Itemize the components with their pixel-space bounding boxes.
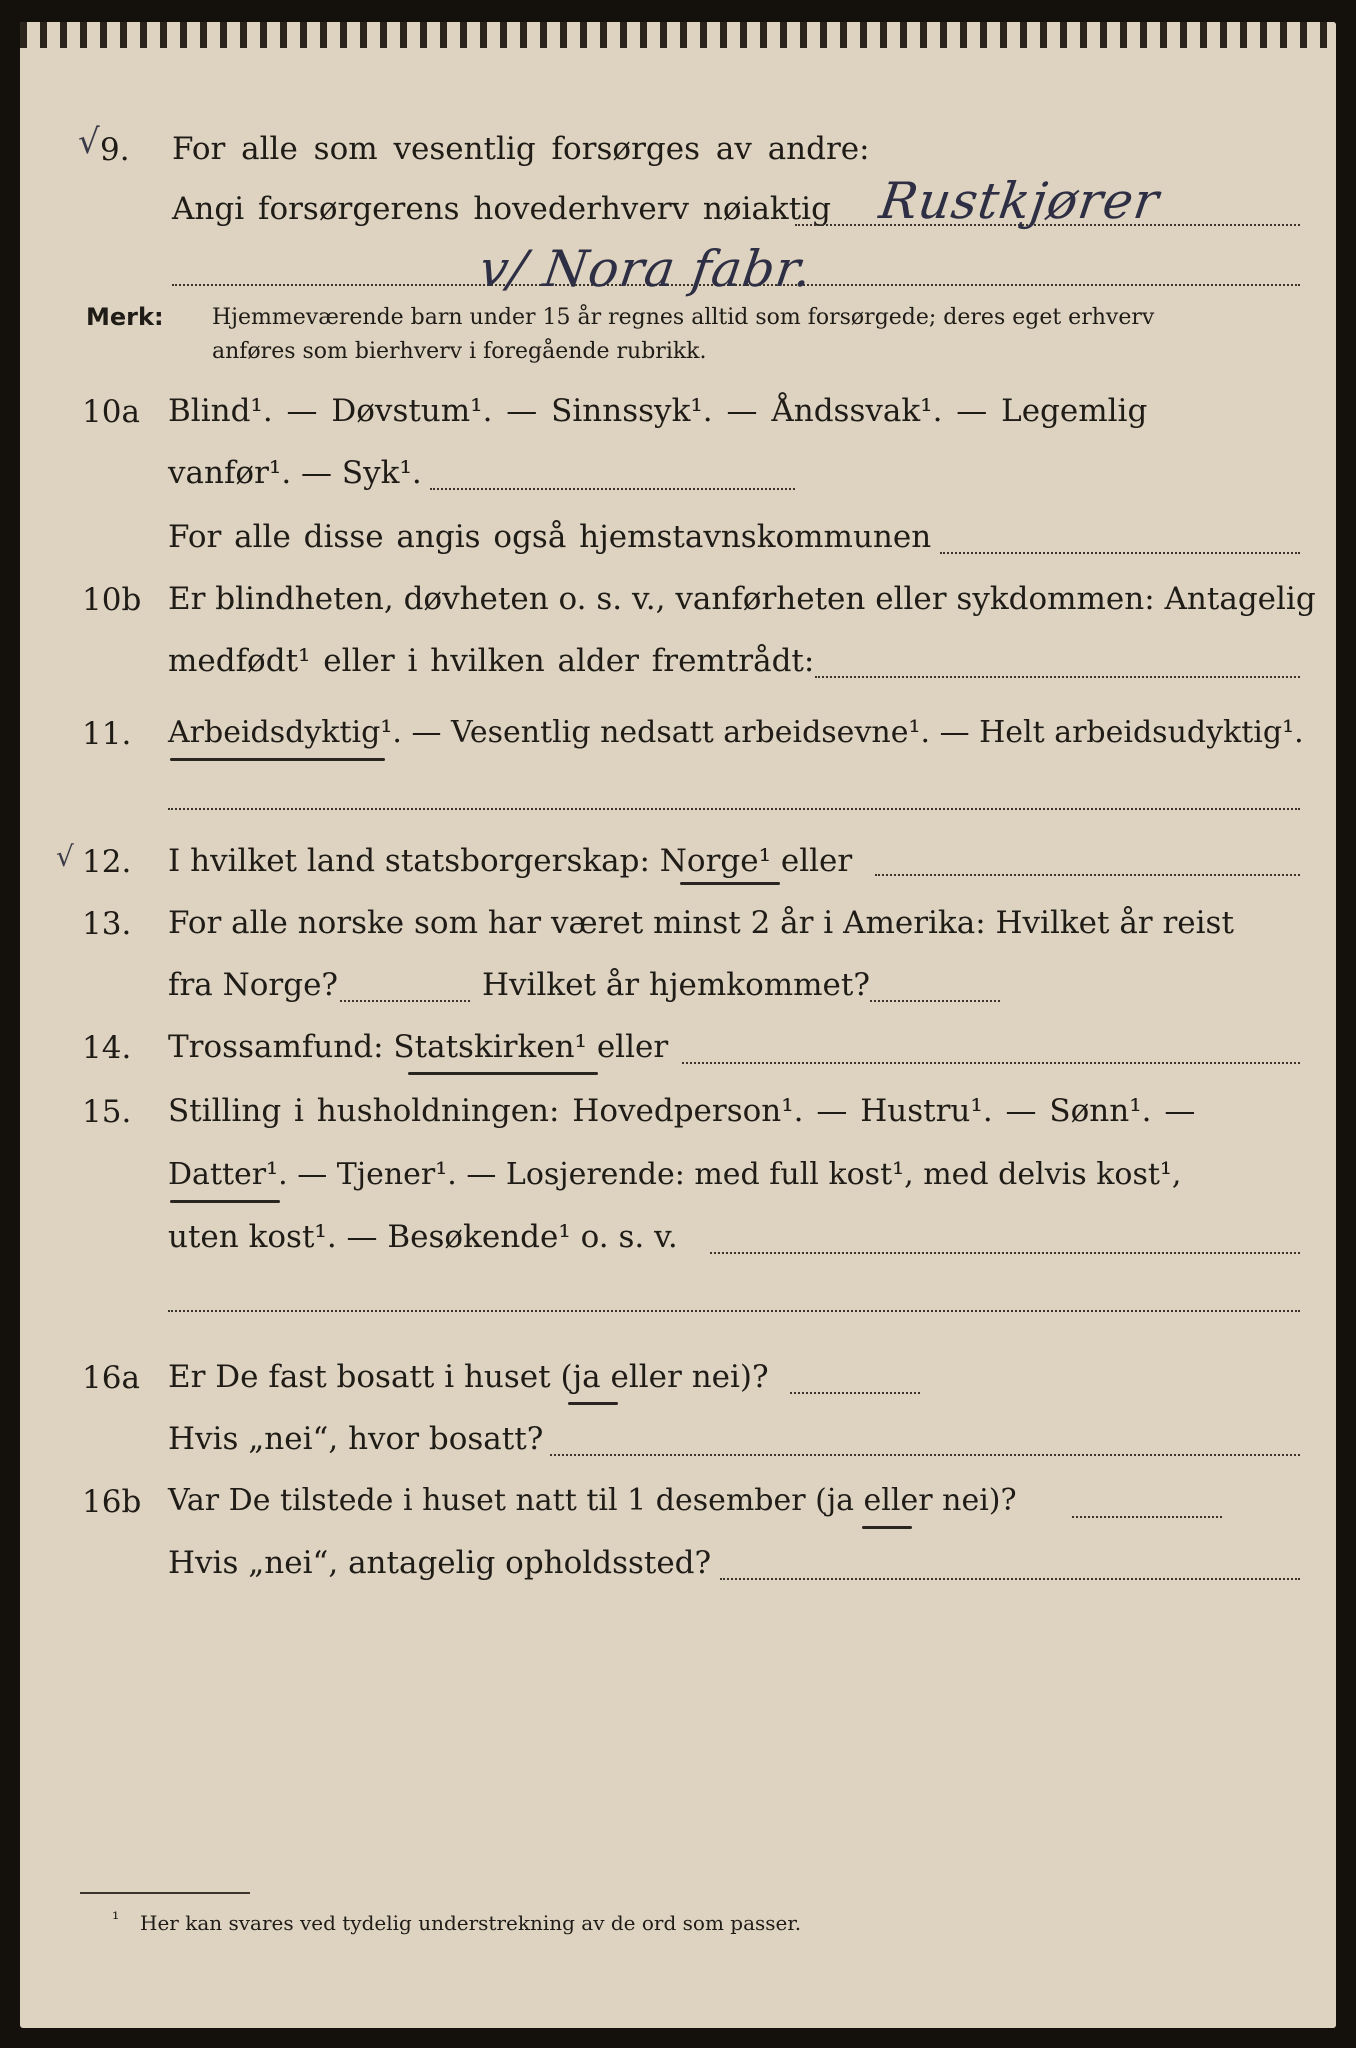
q11-underline-arbeidsdyktig <box>170 758 385 761</box>
q10b-number: 10b <box>82 582 142 618</box>
q13-line2b: Hvilket år hjemkommet? <box>482 967 870 1003</box>
q10b-answer-line[interactable] <box>815 676 1300 678</box>
q16a-line2: Hvis „nei“, hvor bosatt? <box>168 1421 544 1457</box>
q10a-number: 10a <box>82 394 140 430</box>
q14-text: Trossamfund: Statskirken¹ eller <box>168 1029 669 1065</box>
q16a-underline-ja <box>568 1402 618 1405</box>
q10a-line2: vanfør¹. — Syk¹. <box>168 455 422 491</box>
q16a-line1: Er De fast bosatt i huset (ja eller nei)? <box>168 1359 769 1395</box>
q11-answer-line[interactable] <box>168 808 1300 810</box>
q13-number: 13. <box>82 906 132 942</box>
q14-underline-statskirken <box>408 1072 598 1075</box>
q16b-opholdssted-line[interactable] <box>720 1578 1300 1580</box>
q15-answer-line2[interactable] <box>168 1310 1300 1312</box>
q15-line1: Stilling i husholdningen: Hovedperson¹. — Hustru¹. — Sønn¹. — <box>168 1093 1196 1129</box>
q13-hjemkommet-line[interactable] <box>870 1000 1000 1002</box>
q13-reist-line[interactable] <box>340 1000 470 1002</box>
merk-line2: anføres som bierhverv i foregående rubrikk. <box>212 339 707 364</box>
q16b-underline-ja <box>862 1526 912 1529</box>
q9-handwritten-employer: v/ Nora fabr. <box>475 240 817 298</box>
q10b-line1: Er blindheten, døvheten o. s. v., vanførheten eller sykdommen: Antagelig <box>168 581 1316 617</box>
q15-answer-line1[interactable] <box>710 1252 1300 1254</box>
q16a-number: 16a <box>82 1360 140 1396</box>
q9-handwritten-occupation: Rustkjører <box>875 172 1163 230</box>
check-mark-icon: √ <box>78 122 100 162</box>
q11-number: 11. <box>82 716 132 752</box>
q13-line1: For alle norske som har været minst 2 år i Amerika: Hvilket år reist <box>168 905 1234 941</box>
q14-answer-line[interactable] <box>682 1062 1300 1064</box>
footnote-mark: ¹ <box>112 1909 120 1930</box>
check-mark-icon: √ <box>56 840 74 873</box>
q12-text: I hvilket land statsborgerskap: Norge¹ eller <box>168 843 853 879</box>
q10b-line2: medfødt¹ eller i hvilken alder fremtrådt: <box>168 643 815 679</box>
q12-number: 12. <box>82 844 132 880</box>
q9-line2: Angi forsørgerens hovederhverv nøiaktig <box>172 191 831 227</box>
q15-line3: uten kost¹. — Besøkende¹ o. s. v. <box>168 1219 678 1255</box>
merk-label: Merk: <box>86 303 164 331</box>
q15-number: 15. <box>82 1094 132 1130</box>
q16b-answer-line[interactable] <box>1072 1516 1222 1518</box>
perforated-edge <box>20 22 1336 48</box>
q16b-number: 16b <box>82 1484 142 1520</box>
q9-number: 9. <box>100 132 130 168</box>
q13-line2a: fra Norge? <box>168 967 339 1003</box>
q10a-line1: Blind¹. — Døvstum¹. — Sinnssyk¹. — Åndssvak¹. — Legemlig <box>168 393 1148 429</box>
q16a-bosatt-line[interactable] <box>550 1454 1300 1456</box>
footnote-rule <box>80 1892 250 1894</box>
q16b-line1: Var De tilstede i huset natt til 1 desember (ja eller nei)? <box>168 1483 1017 1518</box>
q10a-answer-line[interactable] <box>430 488 795 490</box>
q11-text: Arbeidsdyktig¹. — Vesentlig nedsatt arbeidsevne¹. — Helt arbeidsudyktig¹. <box>168 715 1304 750</box>
q10a-hometown-line[interactable] <box>940 552 1300 554</box>
q16a-answer-line[interactable] <box>790 1392 920 1394</box>
q16b-line2: Hvis „nei“, antagelig opholdssted? <box>168 1545 712 1581</box>
q12-underline-norge <box>680 882 780 885</box>
q12-answer-line[interactable] <box>875 874 1300 876</box>
footnote-text: Her kan svares ved tydelig understrekning av de ord som passer. <box>140 1911 802 1935</box>
q9-line1: For alle som vesentlig forsørges av andre: <box>172 131 870 167</box>
merk-line1: Hjemmeværende barn under 15 år regnes alltid som forsørgede; deres eget erhverv <box>212 305 1155 330</box>
q10a-line3: For alle disse angis også hjemstavnskommunen <box>168 519 932 555</box>
q15-line2: Datter¹. — Tjener¹. — Losjerende: med full kost¹, med delvis kost¹, <box>168 1157 1182 1192</box>
q14-number: 14. <box>82 1030 132 1066</box>
q15-underline-datter <box>170 1200 280 1203</box>
census-form-page <box>20 22 1336 2028</box>
